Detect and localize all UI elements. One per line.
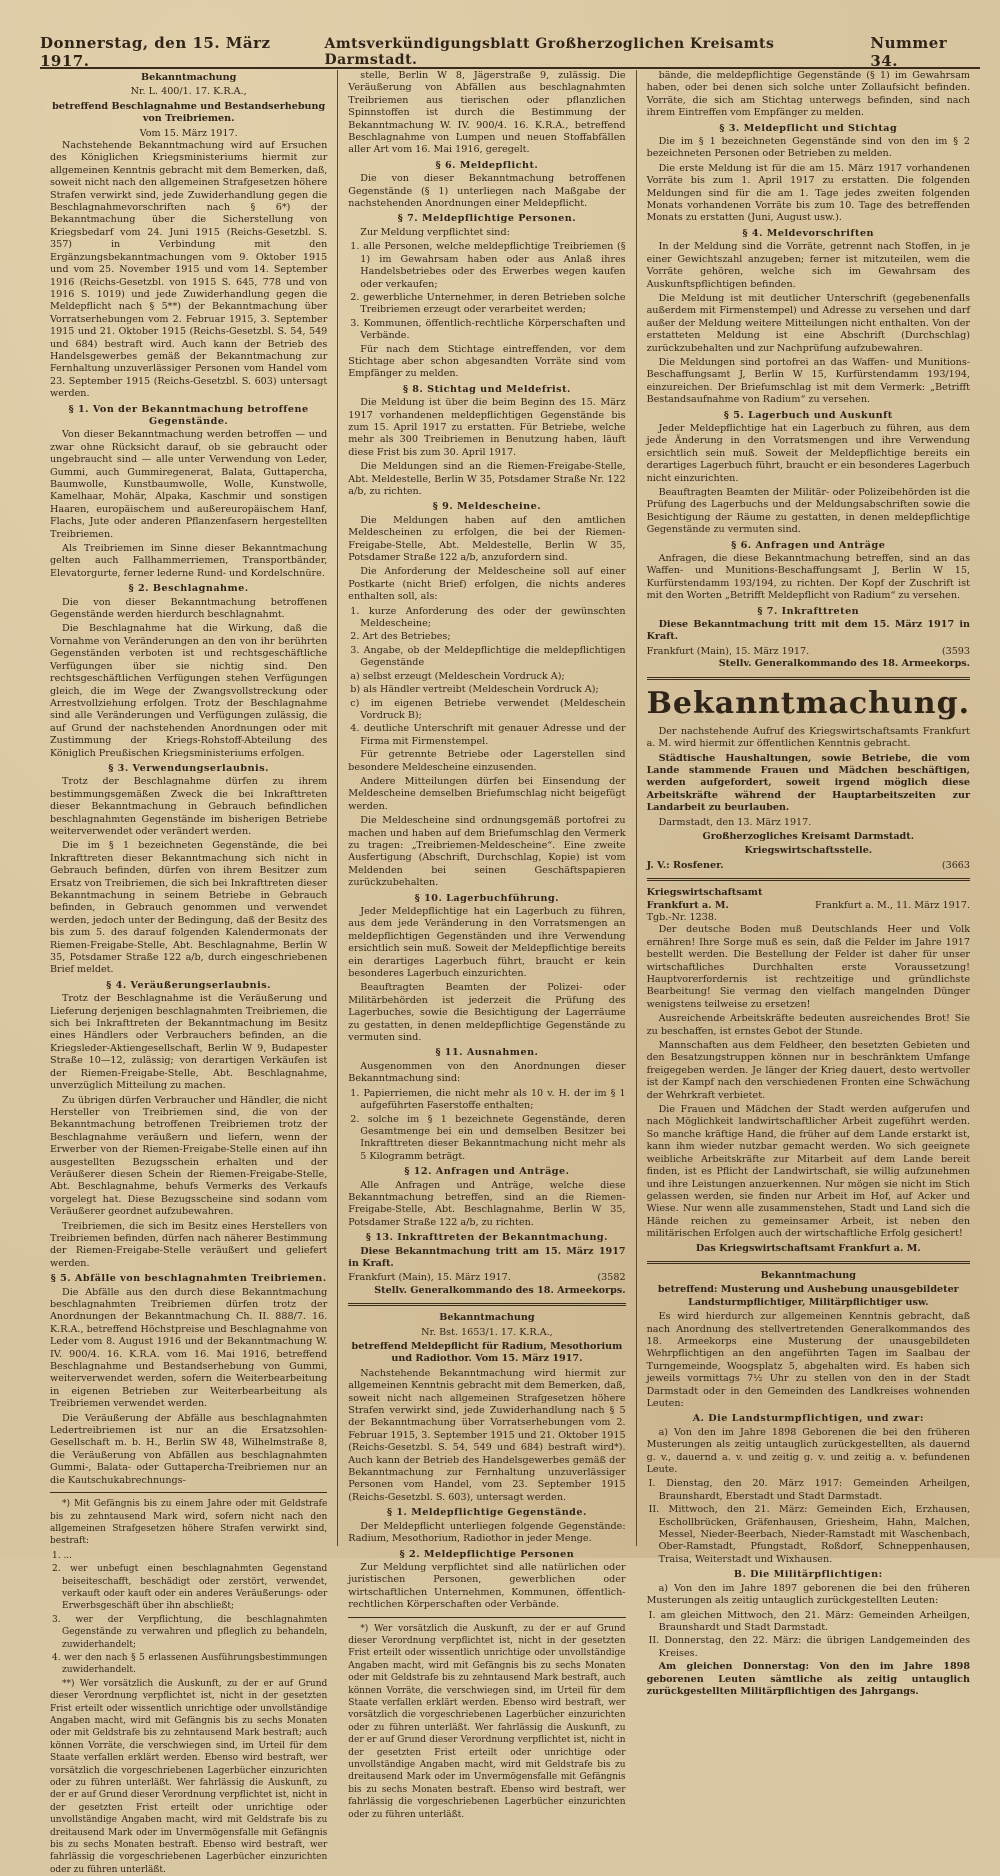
section-title: § 12. Anfragen und Anträge.: [404, 1166, 570, 1178]
list-item: 2. solche im § 1 bezeichnete Gegenstände, deren Gesamtmenge bei ein und demselben Besitzer bei Inkrafttreten dieser Bekanntmachung nicht mehr als 5 Kilogramm beträgt.: [350, 1113, 626, 1162]
list-item: I. am gleichen Mittwoch, den 21. März: Gemeinden Arheilgen, Braunshardt und Stadt Darmstadt.: [648, 1609, 971, 1633]
divider: [348, 1617, 625, 1618]
paragraph: Städtische Haushaltungen, sowie Betriebe, die vom Lande stammende Frauen und Mädchen beschäftigen, werden aufgefordert, soweit irgend möglich diese Arbeitskräfte während der Hauptarbeitszeiten zur Landarbeit zu beurlauben.: [646, 752, 971, 814]
section-title: § 3. Verwendungserlaubnis.: [108, 762, 269, 774]
paragraph: Die im § 1 bezeichneten Gegenstände sind von den im § 2 bezeichneten Personen oder Betrieben zu melden.: [646, 136, 971, 160]
paragraph: Diese Bekanntmachung tritt mit dem 15. März 1917 in Kraft.: [646, 619, 971, 643]
paragraph: Ausgenommen von den Anordnungen dieser Bekanntmachung sind:: [348, 1060, 626, 1085]
paragraph: Beauftragten Beamten der Militär- oder Polizeibehörden ist die Prüfung des Lagerbuchs und der Meldungsabschriften sowie die Besichtigung der Räume zu gestatten, in denen meldepflichtige Gegenstände zu vermuten sind.: [646, 487, 971, 536]
list-item: 4. deutliche Unterschrift mit genauer Adresse und der Firma mit Firmenstempel.: [350, 723, 626, 747]
reference-number: (3593: [941, 645, 971, 657]
notice-reference: Nr. L. 400/1. 17. K.R.A.,: [130, 86, 247, 98]
paragraph: Die von dieser Bekanntmachung betroffenen Gegenstände werden hierdurch beschlagnahmt.: [50, 596, 328, 621]
publication-title: Amtsverkündigungsblatt Großherzoglichen Kreisamts Darmstadt.: [324, 36, 775, 68]
place-date: Frankfurt a. M., 11. März 1917.: [815, 899, 971, 911]
list-item: 1. ...: [52, 1550, 73, 1561]
paragraph: Zur Meldung verpflichtet sind alle natürlichen oder juristischen Personen, gewerblichen oder wirtschaftlichen Unternehmen, Kommunen, öffentlich-rechtlichen Körperschaften oder Verbände.: [348, 1561, 626, 1611]
issue-date: Donnerstag, den 15. März 1917.: [40, 34, 271, 70]
place-date: Frankfurt (Main), 15. März 1917.: [646, 645, 810, 657]
paragraph: Zur Meldung verpflichtet sind:: [360, 226, 510, 238]
list-item: 1. Papierriemen, die nicht mehr als 10 v. H. der im § 1 aufgeführten Faserstoffe enthalten;: [350, 1087, 626, 1112]
paragraph: Beauftragten Beamten der Polizei- oder Militärbehörden ist jederzeit die Prüfung des Lagerbuches, sowie die Besichtigung der Lagerräume zu gestatten, in denen meldepflichtige Gegenstände zu vermuten sind.: [348, 982, 626, 1044]
place-date: Frankfurt (Main), 15. März 1917.: [348, 1272, 511, 1284]
section-title: § 3. Meldepflicht und Stichtag: [719, 122, 898, 134]
place-line: [348, 1272, 625, 1284]
notice-subject: betreffend Beschlagnahme und Bestandserhebung von Treibriemen.: [52, 100, 326, 125]
paragraph: Die Meldescheine sind ordnungsgemäß portofrei zu machen und haben auf dem Briefumschlag den Vermerk zu tragen: „Treibriemen-Meldescheine“. Eine zweite Ausfertigung (Abschrift, Durchschlag, Kopie) ist vom Meldenden bei seinen Geschäftspapieren zurückzubehalten.: [348, 815, 626, 889]
notice-subject: betreffend: Musterung und Aushebung unausgebildeter Landsturmpflichtiger, Militärpflichtiger usw.: [657, 1284, 959, 1308]
headline: Bekanntmachung.: [646, 685, 971, 721]
paragraph: Die Meldungen sind portofrei an das Waffen- und Munitions-Beschaffungsamt J, Berlin W 15, Kurfürstendamm 193/194, einzureichen. Der Briefumschlag ist mit dem Vermerk: „Betrifft Bestandsaufnahme von Radium“ zu versehen.: [646, 356, 971, 406]
section-title: § 11. Ausnahmen.: [435, 1047, 539, 1059]
paragraph: Die Beschlagnahme hat die Wirkung, daß die Vornahme von Veränderungen an den von ihr berührten Gegenständen verboten ist und rechtsgeschäftliche Verfügungen über sie nichtig sind. Den rechtsgeschäftlichen Verfügungen stehen Verfügungen gleich, die im Wege der Zwangsvollstreckung oder Arrestvollziehung erfolgen. Trotz der Beschlagnahme sind alle Veränderungen und Verfügungen zulässig, die auf Grund der nachstehenden Anordnungen oder mit Zustimmung der Kriegs-Rohstoff-Abteilung des Königlich Preußischen Kriegsministeriums erfolgen.: [50, 623, 328, 759]
section-title: § 1. Von der Bekanntmachung betroffene Gegenstände.: [68, 403, 309, 427]
footnote: *) Wer vorsätzlich die Auskunft, zu der er auf Grund dieser Verordnung verpflichtet ist, nicht in der gesetzten Frist erteilt oder wissentlich unrichtige oder unvollständige Angaben macht, wird mit Gefängnis bis zu sechs Monaten oder mit Geldstrafe bis zu zehntausend Mark bestraft, auch können Vorräte, die verschwiegen sind, im Urteil für dem Staate verfallen erklärt werden. Ebenso wird bestraft, wer vorsätzlich die vorgeschriebenen Lagerbücher einzurichten oder zu führen unterläßt. Wer fahrlässig die Auskunft, zu der er auf Grund dieser Verordnung verpflichtet ist, nicht in der gesetzten Frist erteilt oder unrichtige oder unvollständige Angaben macht, wird mit Geldstrafe bis zu dreitausend Mark oder im Unvermögensfalle mit Gefängnis bis zu sechs Monaten bestraft. Ebenso wird bestraft, wer fahrlässig die vorgeschriebenen Lagerbücher einzurichten oder zu führen unterläßt.: [348, 1623, 626, 1820]
divider: [647, 878, 970, 881]
section-title: § 4. Veräußerungserlaubnis.: [106, 979, 271, 991]
signature: Kriegswirtschaftsstelle.: [744, 845, 873, 857]
section-title: § 7. Meldepflichtige Personen.: [397, 213, 577, 225]
paragraph: Am gleichen Donnerstag: Von den im Jahre 1898 geborenen Leuten sämtliche als zeitig untauglich zurückgestellten Militärpflichtigen des Jahrgangs.: [646, 1661, 971, 1697]
signature: J. V.: Rosfener.: [646, 859, 724, 871]
paragraph: Die erste Meldung ist für die am 15. März 1917 vorhandenen Vorräte bis zum 1. April 1917 zu erstatten. Die folgenden Meldungen sind für die am 1. Tage jedes zweiten folgenden Monats vorhandenen Vorräte bis zum 10. Tage des betreffenden Monats zu erstatten (Juni, August usw.).: [646, 162, 971, 224]
section-title: § 1. Meldepflichtige Gegenstände.: [387, 1507, 587, 1519]
list-item: 3. Kommunen, öffentlich-rechtliche Körperschaften und Verbände.: [350, 317, 626, 342]
reference-number: Tgb.-Nr. 1238.: [646, 911, 718, 923]
section-title: § 8. Stichtag und Meldefrist.: [402, 383, 571, 395]
list-item: I. Dienstag, den 20. März 1917: Gemeinden Arheilgen, Braunshardt, Eberstadt und Stadt Darmstadt.: [648, 1478, 971, 1502]
signature: Großherzogliches Kreisamt Darmstadt.: [702, 830, 915, 842]
list-item: b) als Händler vertreibt (Meldeschein Vordruck A);: [350, 684, 599, 696]
list: [348, 606, 625, 748]
paragraph: Trotz der Beschlagnahme ist die Veräußerung und Lieferung derjenigen beschlagnahmten Treibriemen, die sich bei Inkrafttreten der Bekanntmachung im Besitz eines Händlers oder Verbrauchers befinden, an die Kriegsleder-Aktiengesellschaft, Berlin W 9, Budapester Straße 10—12, zulässig; von derartigen Verkäufen ist der Riemen-Freigabe-Stelle, Abt. Beschlagnahme, unverzüglich Mitteilung zu machen.: [50, 993, 328, 1092]
paragraph: Die Anforderung der Meldescheine soll auf einer Postkarte (nicht Brief) erfolgen, die nichts anderes enthalten soll, als:: [348, 566, 626, 603]
list-item: 3. wer der Verpflichtung, die beschlagnahmten Gegenstände zu verwahren und pfleglich zu behandeln, zuwiderhandelt;: [52, 1614, 328, 1650]
section-title: § 10. Lagerbuchführung.: [414, 892, 560, 904]
list-item: 2. Art des Betriebes;: [350, 631, 451, 643]
place-line: [647, 860, 970, 872]
footnote: **) Wer vorsätzlich die Auskunft, zu der er auf Grund dieser Verordnung verpflichtet ist, nicht in der gesetzten Frist erteilt oder wissentlich unrichtige oder unvollständige Angaben macht, wird mit Gefängnis bis zu sechs Monaten oder mit Geldstrafe bis zu zehntausend Mark bestraft; auch können Vorräte, die verschwiegen sind, im Urteil für dem Staate verfallen erklärt werden. Ebenso wird bestraft, wer vorsätzlich die vorgeschriebenen Lagerbücher einzurichten oder zu führen unterläßt. Wer fahrlässig die Auskunft, zu der er auf Grund dieser Verordnung verpflichtet ist, nicht in der gesetzten Frist erteilt oder unrichtige oder unvollständige Angaben macht, wird mit Geldstrafe bis zu dreitausend Mark oder im Unvermögensfalle mit Gefängnis bis zu sechs Monaten bestraft. Ebenso wird bestraft, wer fahrlässig die vorgeschriebenen Lagerbücher einzurichten oder zu führen unterläßt.: [50, 1678, 328, 1875]
section-title: § 13. Inkrafttreten der Bekanntmachung.: [365, 1232, 608, 1244]
paragraph: Für getrennte Betriebe oder Lagerstellen sind besondere Meldescheine einzusenden.: [348, 749, 626, 773]
notice-heading: Bekanntmachung: [439, 1312, 535, 1324]
list-item: II. Mittwoch, den 21. März: Gemeinden Eich, Erzhausen, Eschollbrücken, Gräfenhausen, Griesheim, Hahn, Malchen, Messel, Nieder-Beerbach, Nieder-Ramstadt mit Waschenbach, Ober-Ramstadt, Pfungstadt, Roßdorf, Schneppenhausen, Traisa, Weiterstadt und Wixhausen.: [648, 1504, 971, 1565]
paragraph: Der deutsche Boden muß Deutschlands Heer und Volk ernähren! Ihre Sorge muß es sein, daß die Felder im Jahre 1917 bestellt werden. Die Bestellung der Felder ist daher für unser wirtschaftliches Durchhalten erste Voraussetzung! Hauptvorerfordernis ist rechtzeitige und gründlichste Bearbeitung! Sie vermag den vielfach mangelnden Dünger wenigstens teilweise zu ersetzen!: [646, 924, 971, 1010]
list: [647, 1478, 970, 1566]
paragraph: Treibriemen, die sich im Besitz eines Herstellers von Treibriemen befinden, dürfen nach näherer Bestimmung der Riemen-Freigabe-Stelle veräußert und geliefert werden.: [50, 1220, 328, 1269]
paragraph: Die Meldung ist mit deutlicher Unterschrift (gegebenenfalls außerdem mit Firmenstempel) und Adresse zu versehen und darf außer der Meldung weitere Mitteilungen nicht enthalten. Von der erstatteten Meldung ist eine Abschrift (Durchschlag) zurückzubehalten und zur Nachprüfung aufzubewahren.: [646, 292, 971, 354]
reference-number: (3582: [597, 1272, 626, 1284]
footnote: *) Mit Gefängnis bis zu einem Jahre oder mit Geldstrafe bis zu zehntausend Mark wird, sofern nicht nach den allgemeinen Strafgesetzen höhere Strafen verwirkt sind, bestraft:: [50, 1499, 328, 1547]
sender-place: Frankfurt a. M.: [646, 899, 729, 911]
section-title: § 7. Inkrafttreten: [757, 605, 860, 617]
list-item: II. Donnerstag, den 22. März: die übrigen Landgemeinden des Kreises.: [648, 1635, 971, 1659]
footnote-list: [50, 1550, 327, 1677]
paragraph: Mannschaften aus dem Feldheer, den besetzten Gebieten und den Besatzungstruppen können nur in beschränktem Umfange freigegeben werden. Je länger der Krieg dauert, desto wertvoller ist der Kampf nach den verschiedenen Fronten eine Schwächung der Wehrkraft verbietet.: [646, 1040, 971, 1101]
place-line: [647, 646, 970, 658]
divider: [647, 1261, 970, 1264]
masthead: [40, 34, 980, 70]
column-1: [40, 70, 338, 1875]
list: [348, 1088, 625, 1163]
list-item: 2. gewerbliche Unternehmer, in deren Betrieben solche Treibriemen erzeugt oder verarbeitet werden;: [350, 291, 626, 316]
list-item: c) im eigenen Betriebe verwendet (Meldeschein Vordruck B);: [350, 697, 626, 721]
paragraph: Darmstadt, den 13. März 1917.: [658, 816, 812, 828]
sender-line: [647, 887, 970, 899]
paragraph: Zu übrigen dürfen Verbraucher und Händler, die nicht Hersteller von Treibriemen sind, die von der Bekanntmachung betroffenen Treibriemen trotz der Beschlagnahme veräußern und liefern, wenn der Erwerber von der Riemen-Freigabe-Stelle einen auf ihn ausgestellten Bezugsschein erhalten und der Veräußerer diesen Schein der Riemen-Freigabe-Stelle, Abt. Beschlagnahme, behufs Vermerks des Verkaufs vorgelegt hat. Diese Bezugsscheine sind sodann vom Veräußerer geordnet aufzubewahren.: [50, 1094, 328, 1218]
paragraph: Nachstehende Bekanntmachung wird auf Ersuchen des Königlichen Kriegsministeriums hiermit zur allgemeinen Kenntnis gebracht mit dem Bemerken, daß, soweit nicht nach den allgemeinen Strafgesetzen höhere Strafen verwirkt sind, jede Zuwiderhandlung gegen die Beschlagnahmevorschriften nach § 6*) der Bekanntmachung über die Sicherstellung von Kriegsbedarf vom 24. Juni 1915 (Reichs-Gesetzbl. S. 357) in Verbindung mit den Ergänzungsbekanntmachungen vom 9. Oktober 1915 und vom 25. November 1915 und vom 14. September 1916 (Reichs-Gesetzbl. von 1915 S. 645, 778 und von 1916 S. 1019) und jede Zuwiderhandlung gegen die Meldepflicht nach § 5**) der Bekanntmachung über Vorratserhebungen vom 2. Februar 1915, 3. September 1915 und 21. Oktober 1915 (Reichs-Gesetzbl. S. 54, 549 und 684) bestraft wird. Auch kann der Betrieb des Handelsgewerbes gemäß der Bekanntmachung zur Fernhaltung unzuverlässiger Personen vom Handel vom 23. September 1915 (Reichs-Gesetzbl. S. 603) untersagt werden.: [50, 140, 328, 400]
section-title: § 9. Meldescheine.: [432, 501, 542, 513]
paragraph: a) Von den im Jahre 1898 Geborenen die bei den früheren Musterungen als zeitig untauglich zurückgestellten, als dauernd g. v., dauernd a. v. und zeitig g. v. und zeitig a. v. befundenen Leute.: [646, 1426, 971, 1476]
paragraph: Anfragen, die diese Bekanntmachung betreffen, sind an das Waffen- und Munitions-Beschaffungsamt J, Berlin W 15, Kurfürstendamm 193/194, zu richten. Der Kopf der Zuschrift ist mit den Worten „Betrifft Meldepflicht von Radium“ zu versehen.: [646, 553, 971, 602]
list-item: a) selbst erzeugt (Meldeschein Vordruck A);: [350, 670, 565, 682]
paragraph: Die Abfälle aus den durch diese Bekanntmachung beschlagnahmten Treibriemen dürfen trotz der Anordnungen der Bekanntmachung Ch. II. 888/7. 16. K.R.A., betreffend Höchstpreise und Beschlagnahme von Leder vom 8. August 1916 und der Bekanntmachung W. IV. 900/4. 16. K.R.A. vom 16. Mai 1916, betreffend Beschlagnahme und Bestandserhebung von Gummi, weiterverwendet werden, sofern die Weiterbearbeitung in eigenen Betrieben zur Weiterbearbeitung als Treibriemen verwendet werden.: [50, 1286, 328, 1410]
section-title: B. Die Militärpflichtigen:: [733, 1569, 883, 1581]
notice-heading: Bekanntmachung: [760, 1269, 856, 1281]
section-title: A. Die Landsturmpflichtigen, und zwar:: [692, 1413, 924, 1425]
notice-date: Vom 15. März 1917.: [139, 127, 238, 139]
paragraph: Ausreichende Arbeitskräfte bedeuten ausreichendes Brot! Sie zu beschaffen, ist ernstes Gebot der Stunde.: [646, 1013, 971, 1037]
paragraph: Der nachstehende Aufruf des Kriegswirtschaftsamts Frankfurt a. M. wird hiermit zur öffentlichen Kenntnis gebracht.: [646, 725, 971, 750]
paragraph: Es wird hierdurch zur allgemeinen Kenntnis gebracht, daß nach Anordnung des stellvertretenden Generalkommandos des 18. Armeekorps eine Musterung der unausgebildeten Wehrpflichtigen an den angeführten Tagen im Saalbau der Turngemeinde, Woogsplatz 5, abgehalten wird. Es haben sich jeweils vormittags 7½ Uhr zu stellen von den in der Stadt Darmstadt oder in den Gemeinden des Landkreises wohnenden Leuten:: [646, 1311, 971, 1409]
paragraph: Jeder Meldepflichtige hat ein Lagerbuch zu führen, aus dem jede Änderung in den Vorratsmengen und ihre Verwendung ersichtlich sein muß. Soweit der Meldepflichtige bereits ein derartiges Lagerbuch führt, braucht er ein besonderes Lagerbuch nicht einzurichten.: [646, 422, 971, 484]
paragraph: Trotz der Beschlagnahme dürfen zu ihrem bestimmungsgemäßen Zweck die bei Inkrafttreten dieser Bekanntmachung in Gebrauch befindlichen beschlagnahmten Gegenstände im bisherigen Betriebe weiterverwendet oder verändert werden.: [50, 776, 328, 837]
notice-subject: betreffend Meldepflicht für Radium, Mesothorium und Radiothor. Vom 15. März 1917.: [351, 1341, 623, 1365]
column-3: [637, 70, 980, 1697]
paragraph: Andere Mitteilungen dürfen bei Einsendung der Meldescheine demselben Briefumschlag nicht beigefügt werden.: [348, 775, 626, 812]
paragraph: Die von dieser Bekanntmachung betroffenen Gegenstände (§ 1) unterliegen nach Maßgabe der nachstehenden Anordnungen einer Meldepflicht.: [348, 173, 626, 210]
paragraph: Von dieser Bekanntmachung werden betroffen — und zwar ohne Rücksicht darauf, ob sie gebraucht oder ungebraucht sind — alle unter Verwendung von Leder, Gummi, auch Gummiregenerat, Balata, Guttapercha, Baumwolle, Kunstbaumwolle, Wolle, Kunstwolle, Kamelhaar, Mohär, Alpaka, Kaschmir und sonstigen Haaren, europäischem und außereuropäischem Hanf, Flachs, Jute oder anderen Pflanzenfasern hergestellten Treibriemen.: [50, 429, 328, 540]
columns: [40, 70, 980, 1875]
list-item: 4. wer den nach § 5 erlassenen Ausführungsbestimmungen zuwiderhandelt.: [52, 1652, 328, 1676]
paragraph: Nachstehende Bekanntmachung wird hiermit zur allgemeinen Kenntnis gebracht mit dem Bemerken, daß, soweit nicht nach allgemeinen Strafgesetzen höhere Strafen verwirkt sind, jede Zuwiderhandlung nach § 5 der Bekanntmachung über Vorratserhebungen vom 2. Februar 1915, 3. September 1915 und 21. Oktober 1915 (Reichs-Gesetzbl. S. 54, 549 und 684) bestraft wird*). Auch kann der Betrieb des Handelsgewerbes gemäß der Bekanntmachung zur Fernhaltung unzuverlässiger Personen vom Handel, vom 23. September 1915 (Reichs-Gesetzbl. S. 603), untersagt werden.: [348, 1367, 626, 1503]
notice-heading: Bekanntmachung: [140, 72, 237, 83]
paragraph: Die Veräußerung der Abfälle aus beschlagnahmten Ledertreibriemen ist nur an die Ersatzsohlen-Gesellschaft m. b. H., Berlin SW 48, Wilhelmstraße 8, die Veräußerung von Abfällen aus beschlagnahmten Gummi-, Balata- oder Guttapercha-Treibriemen nur an die Kautschukabrechnungs-: [50, 1412, 328, 1486]
paragraph: Für nach dem Stichtage eintreffenden, vor dem Stichtage aber schon abgesandten Vorräte sind vom Empfänger zu melden.: [348, 343, 626, 380]
paragraph: Die Meldung ist über die beim Beginn des 15. März 1917 vorhandenen meldepflichtigen Gegenstände bis zum 15. April 1917 zu erstatten. Für Betriebe, welche mehr als 300 Treibriemen in Benutzung haben, läuft diese Frist bis zum 30. April 1917.: [348, 397, 626, 458]
column-2: [338, 70, 636, 1820]
list-item: 2. wer unbefugt einen beschlagnahmten Gegenstand beiseiteschafft, beschädigt oder zerstört, verwendet, verkauft oder kauft oder ein anderes Veräußerungs- oder Erwerbsgeschäft über ihn abschließt;: [52, 1564, 328, 1612]
paragraph: Die im § 1 bezeichneten Gegenstände, die bei Inkrafttreten dieser Bekanntmachung sich nicht in Gebrauch befinden, dürfen von ihrem Besitzer zum Ersatz von Treibriemen, die sich bei Inkrafttreten dieser Bekanntmachung in seinem Betriebe in Gebrauch befinden, in Gebrauch genommen und verwendet werden, jedoch unter der Bedingung, daß der Besitz des bis zum 5. des darauf folgenden Kalendermonats der Riemen-Freigabe-Stelle, Abt. Beschlagnahme, Berlin W 35, Potsdamer Straße 122 a/b, durch eingeschriebenen Brief meldet.: [50, 840, 328, 976]
paragraph: Der Meldepflicht unterliegen folgende Gegenstände: Radium, Mesothorium, Radiothor in jeder Menge.: [348, 1520, 626, 1545]
paragraph: Als Treibriemen im Sinne dieser Bekanntmachung gelten auch Fallhammerriemen, Transportbänder, Elevatorgurte, ferner lederne Rund- und Kordelschnüre.: [50, 543, 328, 579]
list: [647, 1610, 970, 1661]
signature: Das Kriegswirtschaftsamt Frankfurt a. M.: [695, 1242, 921, 1254]
divider: [647, 677, 970, 680]
divider: [348, 1303, 625, 1306]
signature: Stellv. Generalkommando des 18. Armeekorps.: [374, 1284, 626, 1296]
list: [348, 241, 625, 342]
section-title: § 6. Meldepflicht.: [435, 159, 539, 171]
signature: Stellv. Generalkommando des 18. Armeekorps.: [718, 658, 971, 670]
list-item: 3. Angabe, ob der Meldepflichtige die meldepflichtigen Gegenstände: [350, 644, 626, 669]
paragraph: a) Von den im Jahre 1897 geborenen die bei den früheren Musterungen als zeitig untauglich zurückgestellten Leuten:: [646, 1582, 971, 1607]
paragraph: Die Meldungen sind an die Riemen-Freigabe-Stelle, Abt. Meldestelle, Berlin W 35, Potsdamer Straße Nr. 122 a/b, zu richten.: [348, 461, 626, 497]
list-item: 1. kurze Anforderung des oder der gewünschten Meldescheine;: [350, 605, 626, 630]
section-title: § 4. Meldevorschriften: [742, 227, 875, 239]
section-title: § 5. Lagerbuch und Auskunft: [723, 409, 893, 421]
paragraph: stelle, Berlin W 8, Jägerstraße 9, zulässig. Die Veräußerung von Abfällen aus beschlagnahmten Treibriemen aus tierischen oder pflanzlichen Spinnstoffen ist durch die Bestimmung der Bekanntmachung W. IV. 900/4. 16. K.R.A., betreffend Beschlagnahme von Lumpen und neuen Stoffabfällen aller Art vom 16. Mai 1916, geregelt.: [348, 70, 626, 156]
reference-number: (3663: [941, 859, 971, 871]
section-title: § 6. Anfragen und Anträge: [731, 539, 886, 551]
divider: [50, 1492, 327, 1493]
list-item: 1. alle Personen, welche meldepflichtige Treibriemen (§ 1) im Gewahrsam haben oder aus Anlaß ihres Handelsbetriebes oder des Erwerbes wegen kaufen oder verkaufen;: [350, 241, 626, 290]
paragraph: Jeder Meldepflichtige hat ein Lagerbuch zu führen, aus dem jede Veränderung in den Vorratsmengen an meldepflichtigen Gegenständen und ihre Verwendung ersichtlich sein muß. Soweit der Meldepflichtige bereits ein derartiges Lagerbuch führt, braucht er kein besonderes Lagerbuch einzurichten.: [348, 906, 626, 980]
paragraph: Diese Bekanntmachung tritt am 15. März 1917 in Kraft.: [348, 1245, 626, 1269]
paragraph: Die Meldungen haben auf den amtlichen Meldescheinen zu erfolgen, die bei der Riemen-Freigabe-Stelle, Abt. Meldestelle, Berlin W 35, Potsdamer Straße 122 a/b, anzufordern sind.: [348, 514, 626, 564]
section-title: § 2. Beschlagnahme.: [128, 583, 249, 595]
paragraph: Alle Anfragen und Anträge, welche diese Bekanntmachung betreffen, sind an die Riemen-Freigabe-Stelle, Abt. Beschlagnahme, Berlin W 35, Potsdamer Straße 122 a/b, zu richten.: [348, 1179, 626, 1228]
notice-reference: Nr. Bst. 1653/1. 17. K.R.A.,: [421, 1326, 553, 1338]
section-title: § 5. Abfälle von beschlagnahmten Treibriemen.: [50, 1273, 327, 1285]
issue-number: Nummer 34.: [870, 34, 948, 70]
sender-line: [647, 900, 970, 912]
paragraph: Die Frauen und Mädchen der Stadt werden aufgerufen und nach Möglichkeit landwirtschaftlicher Arbeit zugeführt werden. So manche kräftige Hand, die früher auf dem Lande erstarkt ist, kann ihm wieder nutzbar gemacht werden. Wo sich geeignete weibliche Arbeitskräfte zur Mitarbeit auf dem Lande bereit finden, ist es Pflicht der Landwirtschaft, sie willig aufzunehmen und ihre Leistungen anzuerkennen. Nur mögen sie nicht im Stich gelassen werden, sie finden nur Arbeit im Hof, auf Acker und Wiese. Nur wenn alle zusammenstehen, Stadt und Land sich die Hände reichen zu gemeinsamer Arbeit, ist neben den militärischen Erfolgen auch der wirtschaftliche Erfolg gesichert!: [646, 1104, 971, 1240]
section-title: § 2. Meldepflichtige Personen: [399, 1548, 575, 1560]
paragraph: In der Meldung sind die Vorräte, getrennt nach Stoffen, in je einer Gewichtszahl anzugeben; ferner ist mitzuteilen, wem die Vorräte gehören, welche sich im Gewahrsam des Auskunftspflichtigen befinden.: [646, 241, 971, 290]
sender: Kriegswirtschaftsamt: [646, 887, 763, 899]
paragraph: bände, die meldepflichtige Gegenstände (§ 1) im Gewahrsam haben, oder bei denen sich solche unter Zollaufsicht befinden. Vorräte, die sich am Stichtag unterwegs befinden, sind nach ihrem Eintreffen vom Empfänger zu melden.: [646, 70, 971, 119]
